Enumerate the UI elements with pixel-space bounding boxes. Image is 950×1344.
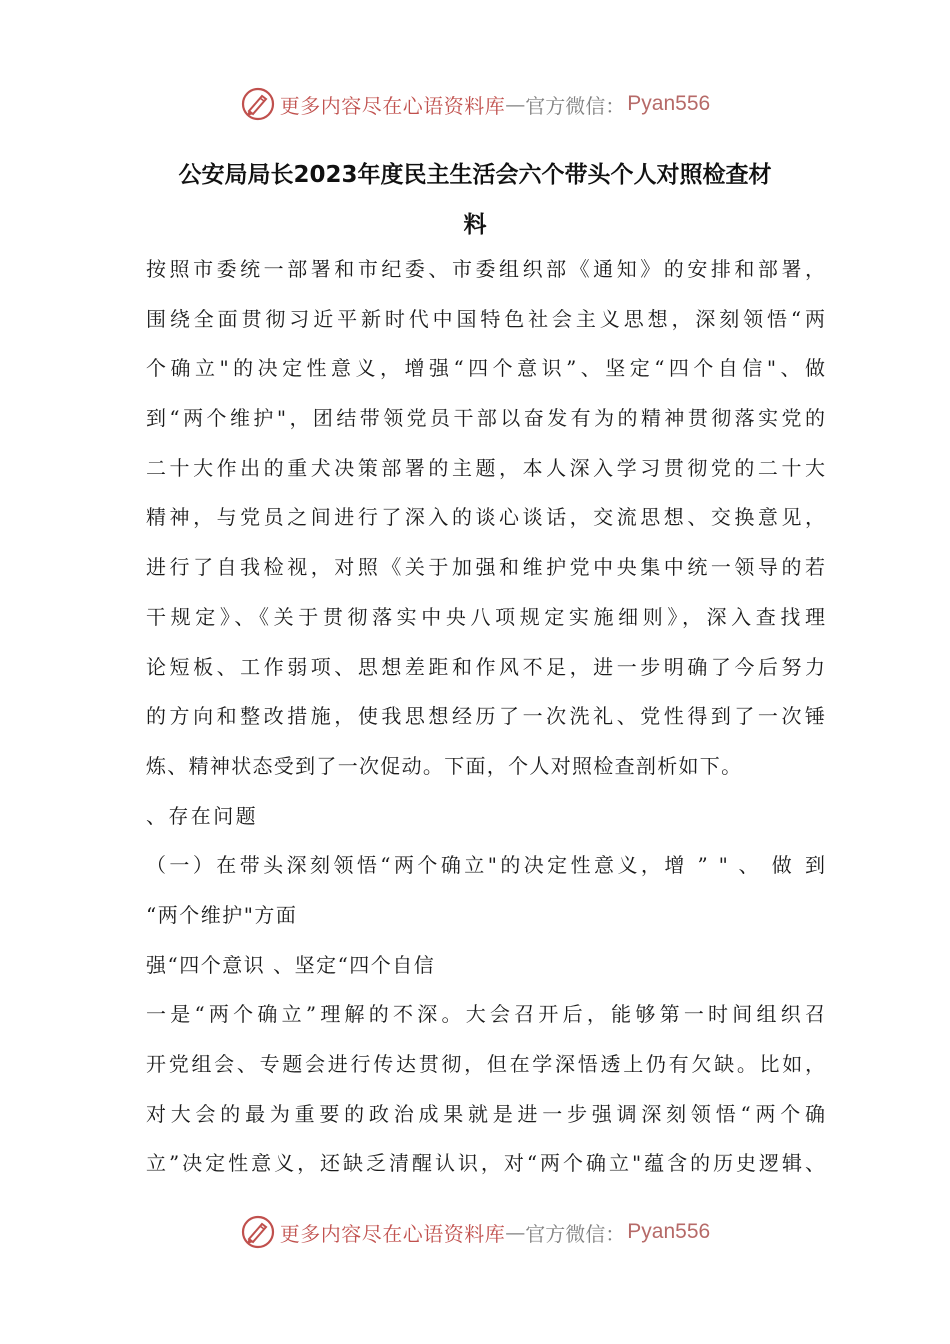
body-line: 二十大作出的重犬决策部署的主题，本人深入学习贯彻党的二十大 [146,455,826,480]
body-line: 论短板、工作弱项、思想差距和作风不足，进一步明确了今后努力 [146,654,826,679]
section-heading: 、存在问题 [146,803,258,828]
body-line: 进行了自我检视，对照《关于加强和维护党中央集中统一领导的若 [146,555,826,580]
watermark-official: 官方微信： [525,93,626,118]
watermark-text: 更多内容尽在心语资料库 [279,1221,506,1246]
body-line: 炼、精神状态受到了一次促动。下面，个人对照检查剖析如下。 [146,753,743,778]
body-line: 按照市委统一部署和市纪委、市委组织部《通知》的安排和部署， [146,257,826,281]
pen-logo-icon [240,86,276,122]
watermark-official: 官方微信： [525,1221,626,1246]
watermark-wechat-id: Pyan556 [627,1220,711,1243]
header-watermark [0,84,950,124]
document-body [146,245,826,1189]
watermark-dash: — [505,92,526,116]
body-line: 立”决定性意义，还缺乏清醒认识，对“两个确立"蕴含的历史逻辑、 [146,1151,826,1176]
body-line: 干规定》、《关于贯彻落实中央八项规定实施细则》，深入查找理 [146,604,826,629]
body-line: 强“四个意识 、坚定“四个自信 [146,952,436,977]
footer-watermark [0,1212,950,1252]
body-line: 围绕全面贯彻习近平新时代中国特色社会主义思想，深刻领悟“两 [146,306,826,331]
subsection-heading: （一）在带头深刻领悟“两个确立"的决定性意义，增 ” " 、 做 到 [146,853,826,878]
document-title-line1: 公安局局长2023年度民主生活会六个带头个人对照检查材 [178,162,772,188]
body-line: 精神，与党员之间进行了深入的谈心谈话，交流思想、交换意见， [146,505,826,530]
watermark-dash: — [505,1220,526,1244]
subsection-heading-cont: “两个维护"方面 [146,902,298,927]
body-line: 对大会的最为重要的政治成果就是进一步强调深刻领悟“两个确 [146,1101,826,1126]
pen-logo-icon [240,1214,276,1250]
document-title-line2: 料 [463,212,487,238]
body-line: 一是“两个确立”理解的不深。大会召开后，能够第一时间组织召 [146,1002,826,1027]
body-line: 的方向和整改措施，使我思想经历了一次洗礼、党性得到了一次锤 [146,704,826,729]
body-line: 到“两个维护"，团结带领党员干部以奋发有为的精神贯彻落实党的 [146,406,826,431]
watermark-text: 更多内容尽在心语资料库 [279,93,506,118]
watermark-wechat-id: Pyan556 [627,92,711,115]
body-line: 个确立"的决定性意义，增强“四个意识”、坚定“四个自信"、做 [146,356,826,381]
body-line: 开党组会、专题会进行传达贯彻，但在学深悟透上仍有欠缺。比如， [146,1052,826,1076]
